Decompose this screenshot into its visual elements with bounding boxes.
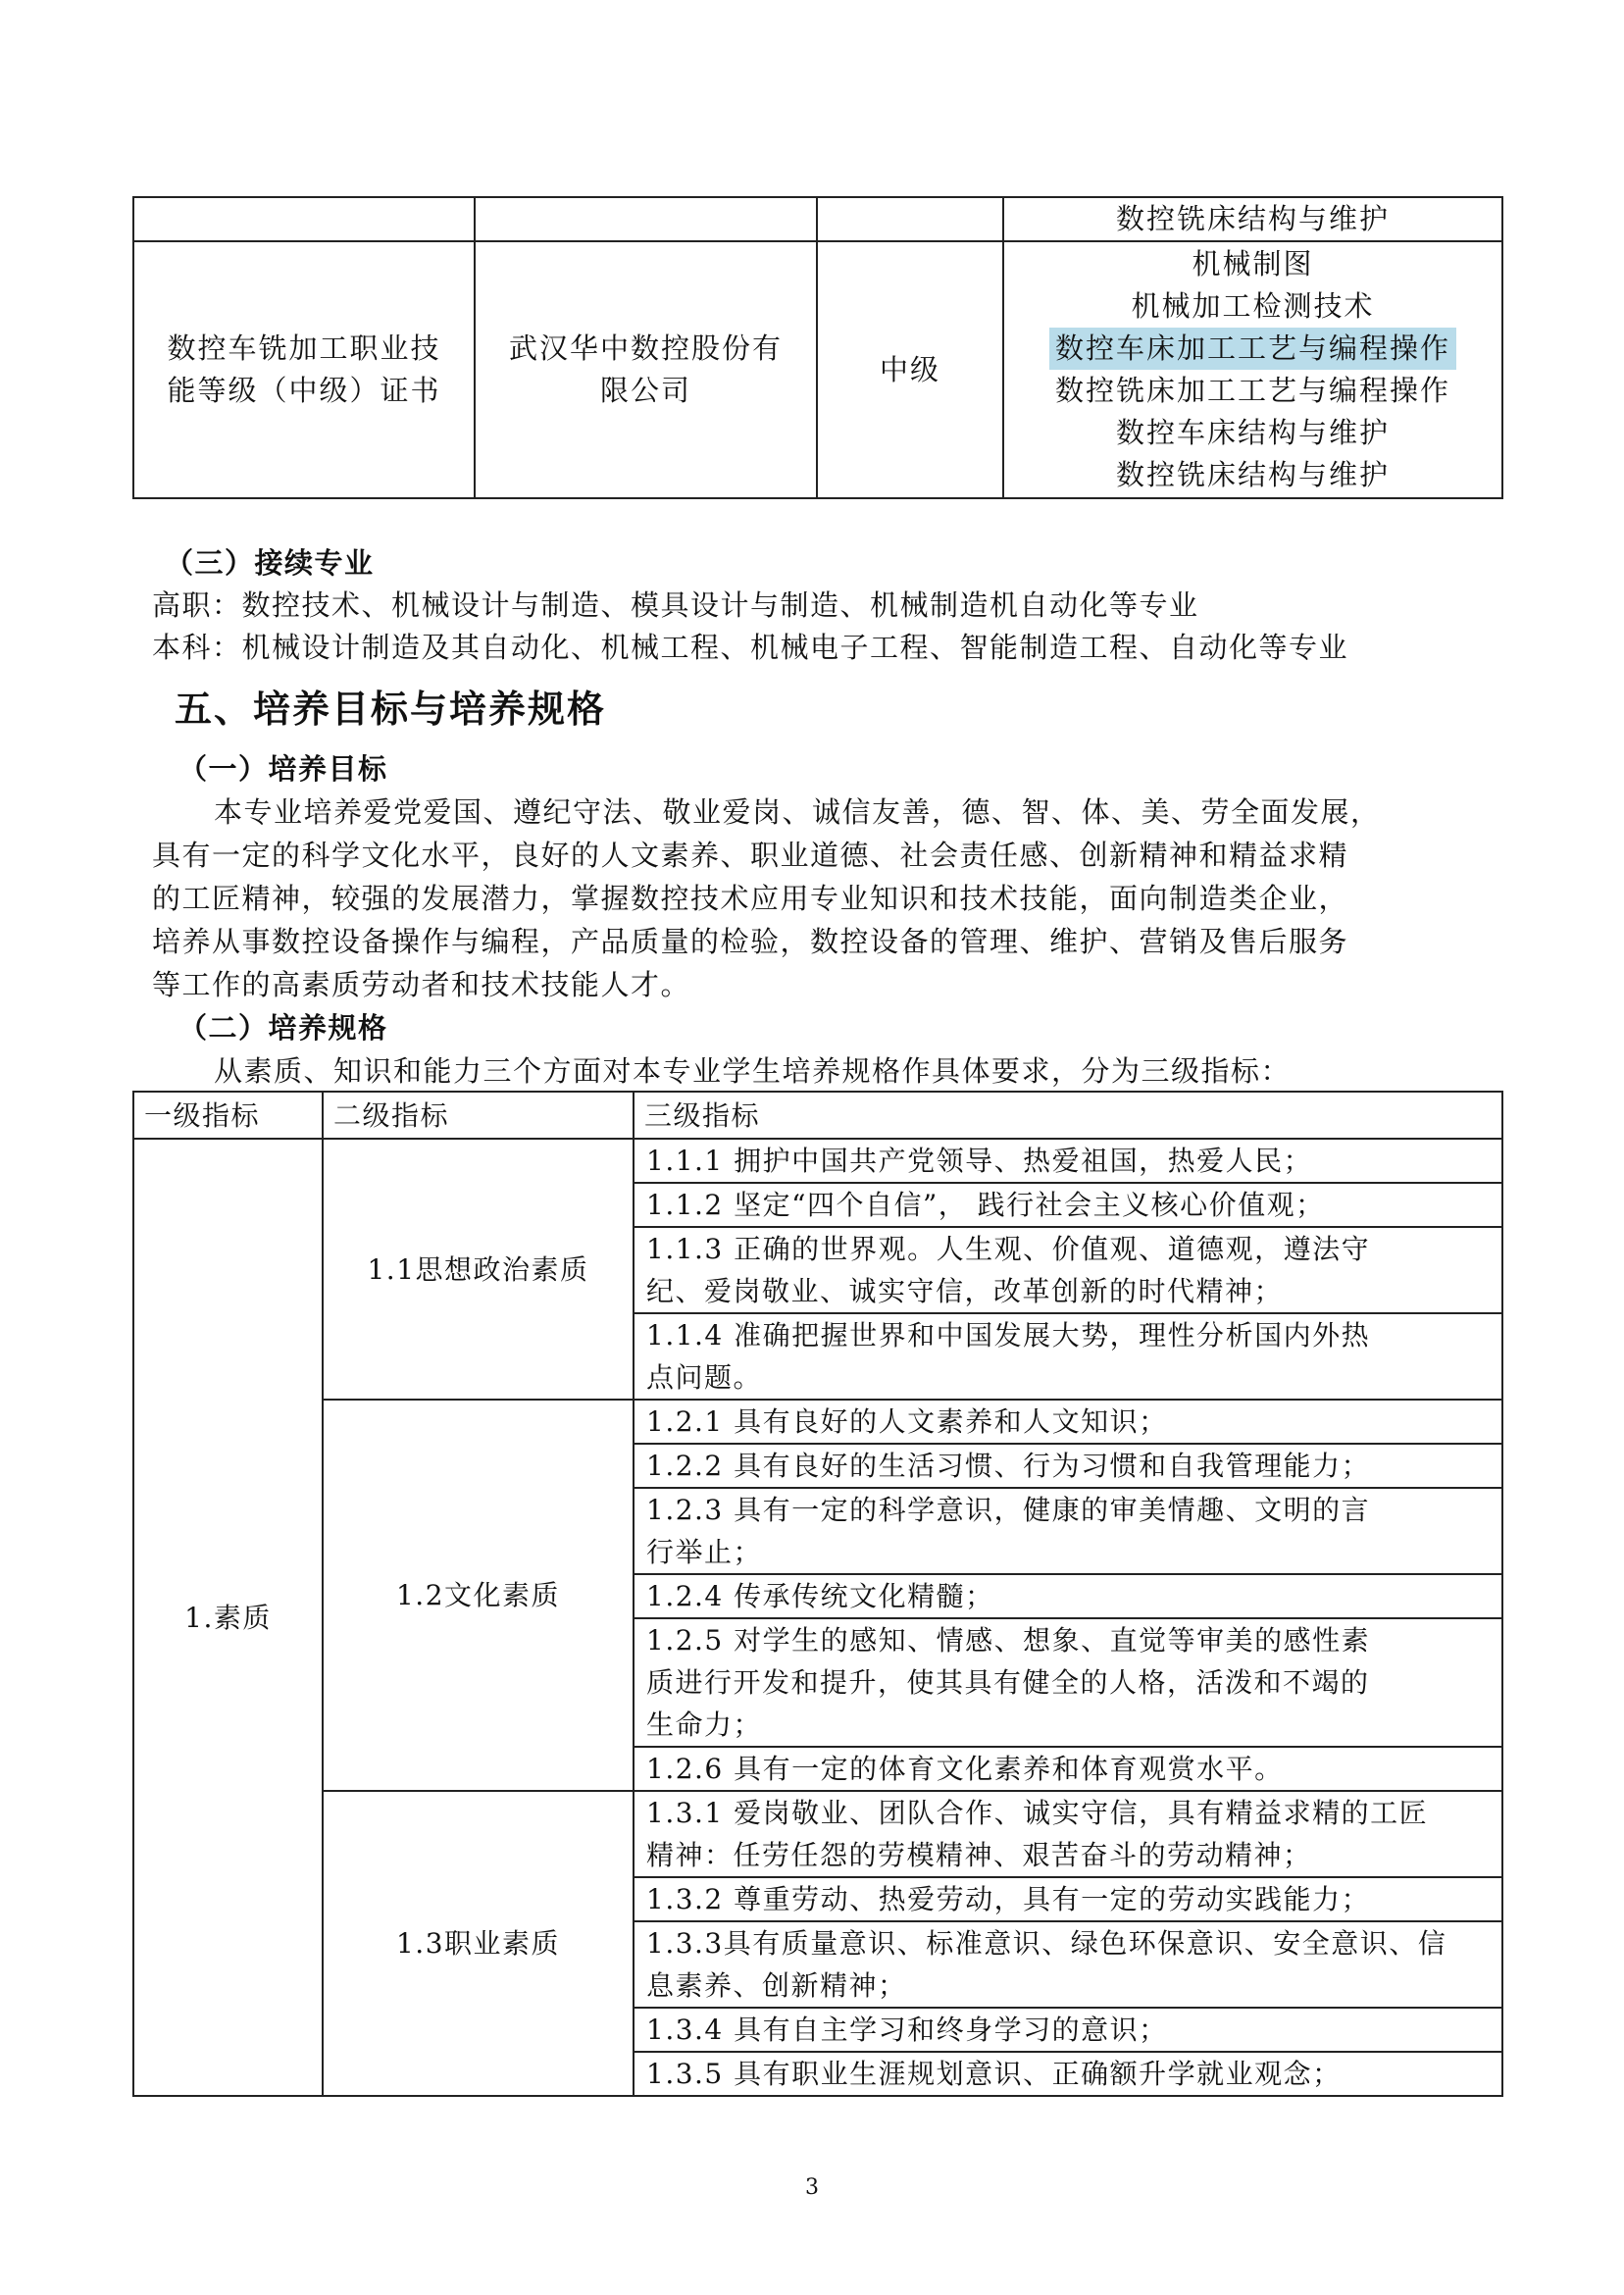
level3-line: 1.2.2 具有良好的生活习惯、行为习惯和自我管理能力；: [646, 1450, 1371, 1482]
course-item-wrapper: [1004, 328, 1501, 370]
level3-cell: [634, 1488, 1502, 1574]
level3-line: 1.2.1 具有良好的人文素养和人文知识；: [646, 1405, 1168, 1438]
cert-name-line: 数控车铣加工职业技: [167, 332, 441, 365]
header-level1: 一级指标: [133, 1092, 323, 1139]
level2-cell: 1.1思想政治素质: [323, 1139, 634, 1400]
level3-line: 精神：任劳任怨的劳模精神、艰苦奋斗的劳动精神；: [646, 1839, 1312, 1871]
level3-line: 1.1.4 准确把握世界和中国发展大势，理性分析国内外热: [646, 1319, 1371, 1352]
goal-paragraph-line: 培养从事数控设备操作与编程，产品质量的检验，数控设备的管理、维护、营销及售后服务: [152, 925, 1349, 958]
level2-cell: 1.3职业素质: [323, 1791, 634, 2096]
continuation-heading: （三）接续专业: [165, 546, 375, 580]
table-row: [133, 1791, 1502, 1877]
level3-cell: [634, 2008, 1502, 2052]
level3-cell: [634, 1791, 1502, 1877]
level2-cell: 1.2文化素质: [323, 1400, 634, 1791]
goal-paragraph-line: 等工作的高素质劳动者和技术技能人才。: [152, 968, 691, 1001]
course-item: 数控铣床结构与维护: [1115, 202, 1390, 235]
level3-cell: [634, 1921, 1502, 2008]
cert-org-cell: [475, 197, 817, 241]
table-row: [133, 197, 1502, 241]
level3-line: 息素养、创新精神；: [646, 1969, 907, 2002]
level3-cell: [634, 1747, 1502, 1791]
level3-line: 1.3.5 具有职业生涯规划意识、正确额升学就业观念；: [646, 2058, 1342, 2090]
level3-cell: [634, 1227, 1502, 1313]
spec-table: [132, 1091, 1503, 2097]
cert-name-cell: [133, 241, 475, 498]
cert-org-cell: [475, 241, 817, 498]
header-level2: 二级指标: [323, 1092, 634, 1139]
cert-name-line: 能等级（中级）证书: [167, 374, 441, 407]
course-item: 数控铣床加工工艺与编程操作: [1054, 374, 1450, 407]
level3-cell: [634, 1139, 1502, 1183]
table-header-row: [133, 1092, 1502, 1139]
cert-name-cell: [133, 197, 475, 241]
spec-heading: （二）培养规格: [178, 1011, 388, 1045]
goal-paragraph-line: 具有一定的科学文化水平，良好的人文素养、职业道德、社会责任感、创新精神和精益求精: [152, 839, 1349, 872]
level3-line: 点问题。: [646, 1361, 763, 1394]
undergraduate-line: 本科：机械设计制造及其自动化、机械工程、机械电子工程、智能制造工程、自动化等专业: [152, 631, 1349, 664]
goal-paragraph-line: 本专业培养爱党爱国、遵纪守法、敬业爱岗、诚信友善，德、智、体、美、劳全面发展，: [214, 795, 1381, 829]
spec-intro: 从素质、知识和能力三个方面对本专业学生培养规格作具体要求，分为三级指标：: [214, 1054, 1292, 1088]
cert-level-cell: [817, 197, 1003, 241]
cert-courses-cell: [1003, 197, 1502, 241]
level3-line: 1.3.1 爱岗敬业、团队合作、诚实守信，具有精益求精的工匠: [646, 1797, 1429, 1829]
level3-line: 质进行开发和提升，使其具有健全的人格，活泼和不竭的: [646, 1666, 1370, 1699]
level3-cell: [634, 2052, 1502, 2096]
level3-line: 行举止；: [646, 1536, 763, 1568]
level3-line: 1.2.4 传承传统文化精髓；: [646, 1580, 994, 1612]
level3-line: 1.1.3 正确的世界观。人生观、价值观、道德观，遵法守: [646, 1233, 1371, 1265]
level3-line: 1.1.1 拥护中国共产党领导、热爱祖国，热爱人民；: [646, 1145, 1313, 1177]
level3-line: 纪、爱岗敬业、诚实守信，改革创新的时代精神；: [646, 1275, 1284, 1307]
level3-line: 1.1.2 坚定“四个自信”， 践行社会主义核心价值观；: [646, 1189, 1325, 1221]
goal-paragraph-line: 的工匠精神，较强的发展潜力，掌握数控技术应用专业知识和技术技能，面向制造类企业，: [152, 882, 1349, 915]
cert-org-line: 限公司: [599, 374, 691, 407]
highlighted-course-item: 数控车床加工工艺与编程操作: [1049, 328, 1456, 370]
higher-vocational-line: 高职：数控技术、机械设计与制造、模具设计与制造、机械制造机自动化等专业: [152, 588, 1199, 622]
table-row: [133, 241, 1502, 498]
header-level3: 三级指标: [634, 1092, 1502, 1139]
level3-cell: [634, 1574, 1502, 1618]
level3-line: 1.2.5 对学生的感知、情感、想象、直觉等审美的感性素: [646, 1624, 1371, 1657]
cert-courses-cell: [1003, 241, 1502, 498]
course-item: 数控车床结构与维护: [1115, 416, 1390, 449]
level3-cell: [634, 1183, 1502, 1227]
level3-line: 1.3.3具有质量意识、标准意识、绿色环保意识、安全意识、信: [646, 1927, 1447, 1960]
level3-cell: [634, 1618, 1502, 1747]
table-row: [133, 1139, 1502, 1183]
cert-org-line: 武汉华中数控股份有: [508, 332, 783, 365]
level3-line: 1.3.2 尊重劳动、热爱劳动，具有一定的劳动实践能力；: [646, 1883, 1371, 1915]
goal-heading: （一）培养目标: [178, 752, 388, 786]
level3-line: 1.3.4 具有自主学习和终身学习的意识；: [646, 2014, 1168, 2046]
course-item: 机械制图: [1192, 247, 1314, 280]
cert-level-cell: 中级: [817, 241, 1003, 498]
page-number: 3: [805, 2175, 819, 2200]
certificate-table: [132, 196, 1503, 499]
course-item: 数控铣床结构与维护: [1115, 458, 1390, 491]
course-item: 机械加工检测技术: [1131, 289, 1375, 323]
level1-cell: 1.素质: [133, 1139, 323, 2096]
level3-cell: [634, 1877, 1502, 1921]
level3-cell: [634, 1313, 1502, 1400]
level3-line: 1.2.3 具有一定的科学意识，健康的审美情趣、文明的言: [646, 1494, 1371, 1526]
level3-cell: [634, 1400, 1502, 1444]
level3-cell: [634, 1444, 1502, 1488]
section-title: 五、培养目标与培养规格: [175, 688, 607, 731]
table-row: [133, 1400, 1502, 1444]
level3-line: 1.2.6 具有一定的体育文化素养和体育观赏水平。: [646, 1753, 1284, 1785]
level3-line: 生命力；: [646, 1708, 763, 1741]
